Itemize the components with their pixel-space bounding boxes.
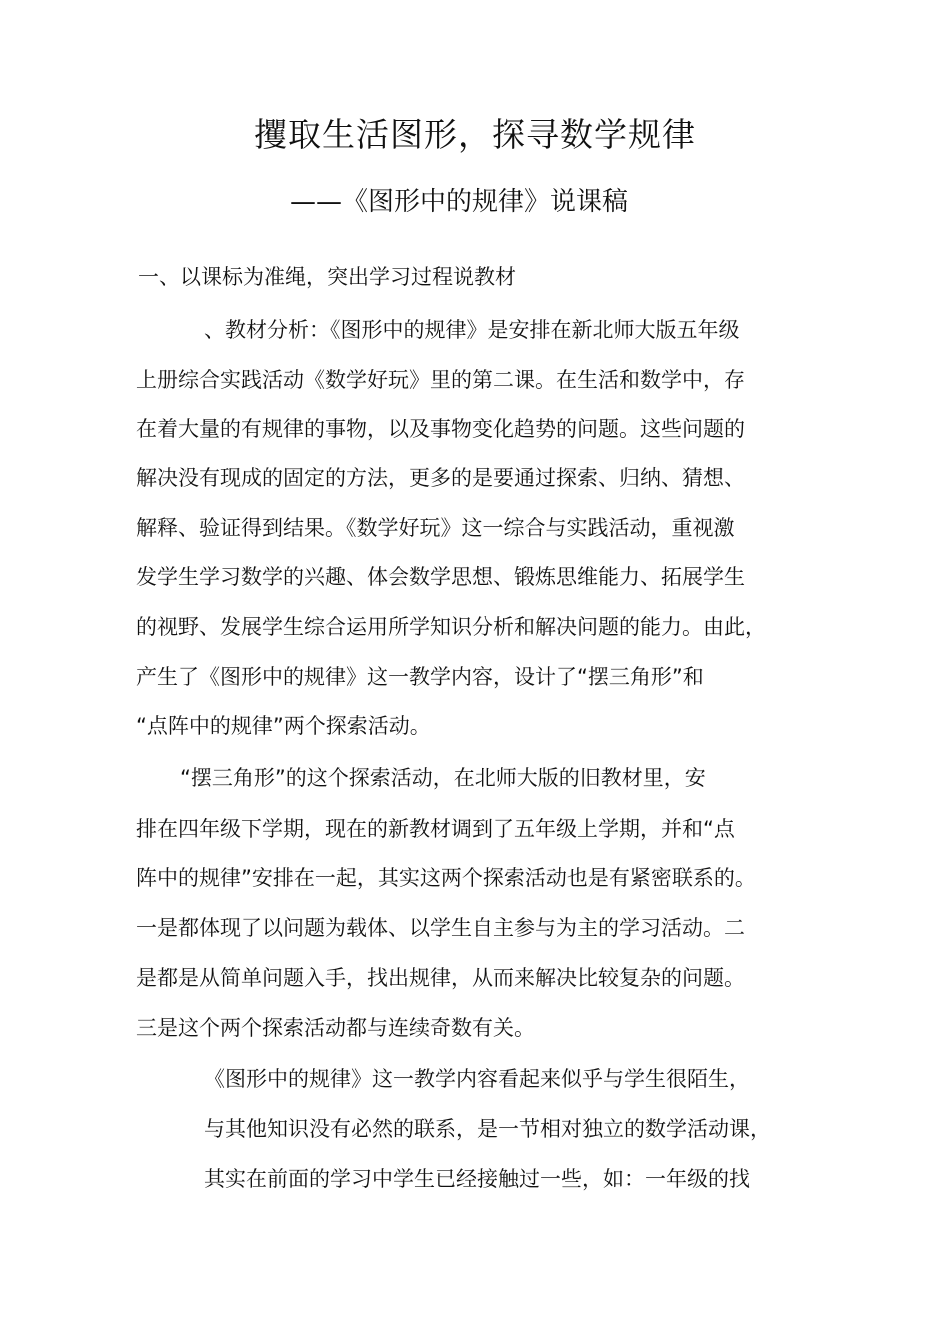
document-title: 攫取生活图形，探寻数学规律 xyxy=(254,115,696,154)
paragraph-line: 《图形中的规律》这一教学内容看起来似乎与学生很陌生， xyxy=(204,1067,750,1091)
paragraph-line: 是都是从简单问题入手，找出规律，从而来解决比较复杂的问题。 xyxy=(136,966,745,990)
paragraph-line: 在着大量的有规律的事物，以及事物变化趋势的问题。这些问题的 xyxy=(136,417,745,441)
paragraph-line: “摆三角形”的这个探索活动，在北师大版的旧教材里，安 xyxy=(180,766,706,790)
paragraph-line: 的视野、发展学生综合运用所学知识分析和解决问题的能力。由此， xyxy=(136,615,766,639)
paragraph-line: 、教材分析：《图形中的规律》是安排在新北师大版五年级 xyxy=(204,318,740,342)
paragraph-line: 解决没有现成的固定的方法，更多的是要通过探索、归纳、猜想、 xyxy=(136,466,745,490)
section-heading: 一、以课标为准绳，突出学习过程说教材 xyxy=(138,265,516,289)
paragraph-line: 与其他知识没有必然的联系，是一节相对独立的数学活动课， xyxy=(204,1117,771,1141)
paragraph-line: 解释、验证得到结果。《数学好玩》这一综合与实践活动，重视激 xyxy=(136,516,735,540)
paragraph-line: 三是这个两个探索活动都与连续奇数有关。 xyxy=(136,1016,535,1040)
paragraph-line: 排在四年级下学期，现在的新教材调到了五年级上学期，并和“点 xyxy=(136,817,735,841)
paragraph-line: 发学生学习数学的兴趣、体会数学思想、锻炼思维能力、拓展学生 xyxy=(136,565,745,589)
paragraph-line: 产生了《图形中的规律》这一教学内容，设计了“摆三角形”和 xyxy=(136,665,704,689)
paragraph-line: 上册综合实践活动《数学好玩》里的第二课。在生活和数学中，存 xyxy=(136,368,745,392)
paragraph-line: 其实在前面的学习中学生已经接触过一些，如：一年级的找 xyxy=(204,1167,750,1191)
paragraph-line: 一是都体现了以问题为载体、以学生自主参与为主的学习活动。二 xyxy=(136,916,745,940)
paragraph-line: 阵中的规律”安排在一起，其实这两个探索活动也是有紧密联系的。 xyxy=(136,866,756,890)
document-subtitle: ——《图形中的规律》说课稿 xyxy=(290,187,629,217)
paragraph-line: “点阵中的规律”两个探索活动。 xyxy=(136,714,431,738)
